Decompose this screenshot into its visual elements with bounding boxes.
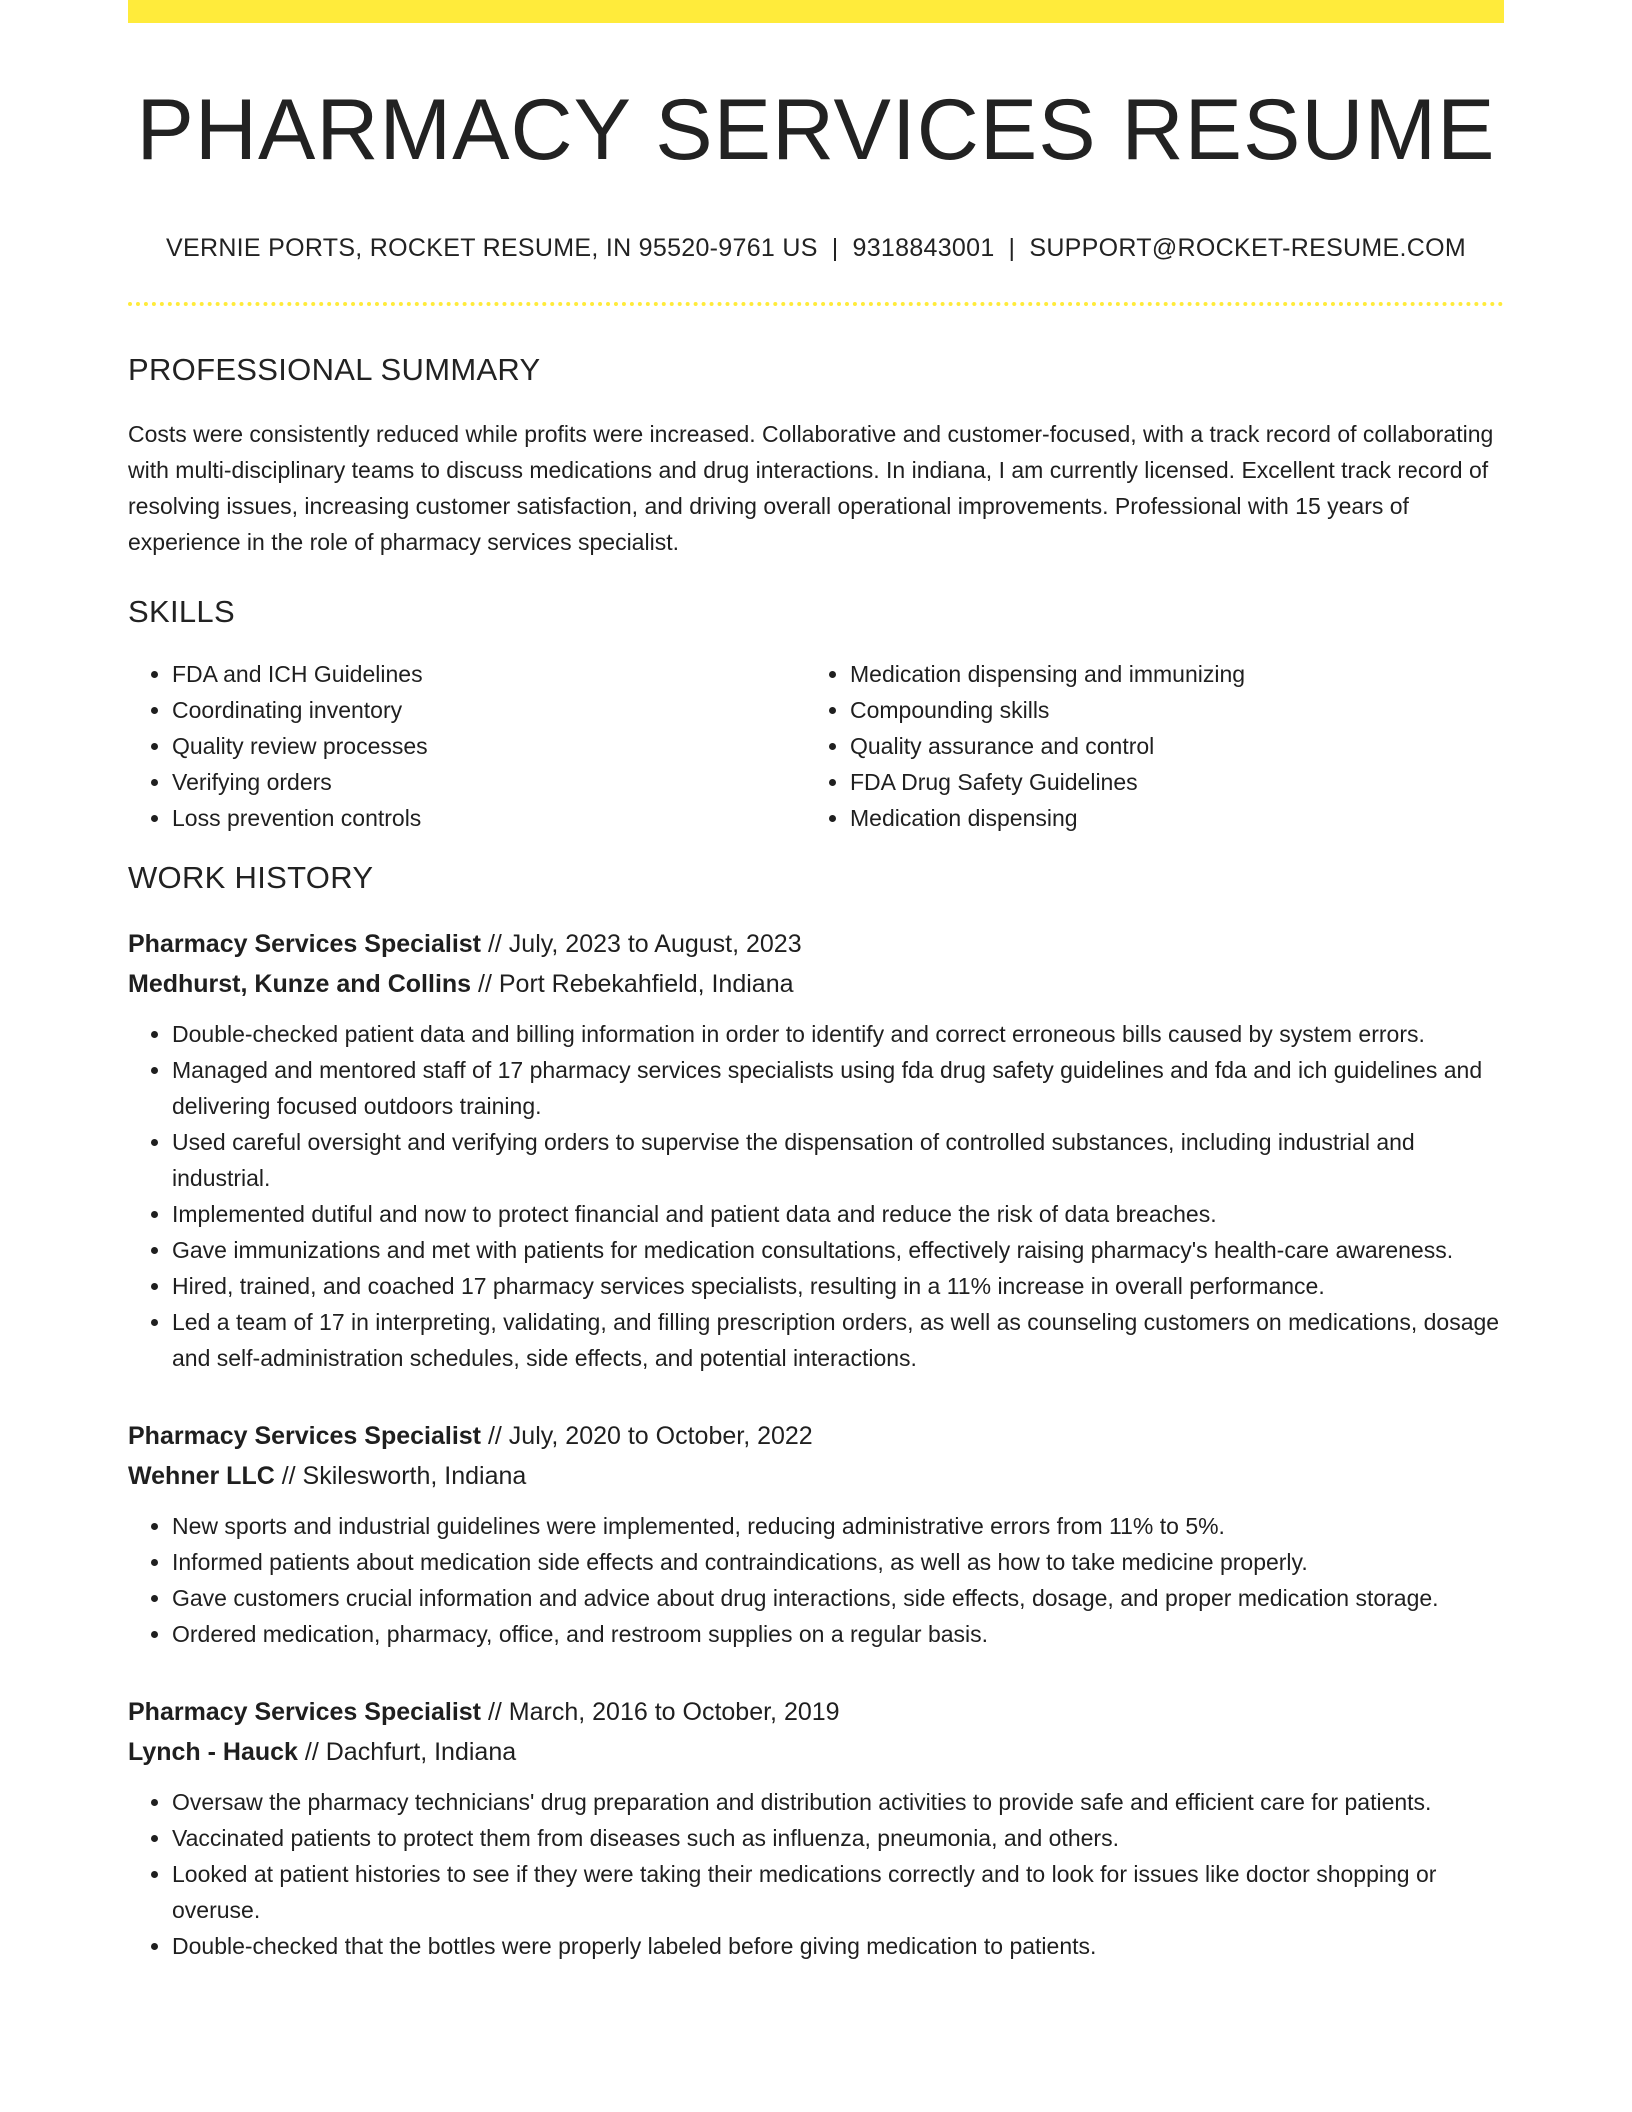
job-bullet: • Gave customers crucial information and advice about drug interactions, side effects, dosage, and proper medication storage.: [172, 1580, 1504, 1616]
job-bullet: • Used careful oversight and verifying orders to supervise the dispensation of controlled substances, including industrial and industrial.: [172, 1124, 1504, 1196]
skills-column-right: [806, 656, 1484, 836]
job-title-line: [128, 1692, 1504, 1732]
skill-item: • Verifying orders: [172, 764, 806, 800]
job-bullet: • Informed patients about medication side effects and contraindications, as well as how to take medicine properly.: [172, 1544, 1504, 1580]
contact-separator: |: [1008, 234, 1016, 262]
resume-page: [128, 0, 1504, 1964]
resume-title: PHARMACY SERVICES RESUME: [136, 82, 1496, 178]
summary-text: Costs were consistently reduced while profits were increased. Collaborative and customer-focused, with a track record of collaborating with multi-disciplinary teams to discuss medications and drug interactions. In indiana, I am currently licensed. Excellent track record of resolving issues, increasing customer satisfaction, and driving overall operational improvements. Professional with 15 years of experience in the role of pharmacy services specialist.: [128, 421, 1494, 555]
job-dates: // July, 2020 to October, 2022: [481, 1422, 813, 1450]
job-title: Pharmacy Services Specialist: [128, 1422, 482, 1450]
job-entry: [128, 1416, 1504, 1652]
job-bullet: • Gave immunizations and met with patients for medication consultations, effectively raising pharmacy's health-care awareness.: [172, 1232, 1504, 1268]
job-bullet: • Double-checked that the bottles were properly labeled before giving medication to patients.: [172, 1928, 1504, 1964]
job-bullets: [128, 1784, 1504, 1964]
job-title: Pharmacy Services Specialist: [128, 930, 482, 958]
job-bullet: • Oversaw the pharmacy technicians' drug preparation and distribution activities to provide safe and efficient care for patients.: [172, 1784, 1504, 1820]
skill-item: • Medication dispensing and immunizing: [850, 656, 1484, 692]
job-company: Lynch - Hauck: [128, 1738, 298, 1766]
job-location: // Skilesworth, Indiana: [274, 1462, 527, 1490]
job-title-line: [128, 1416, 1504, 1456]
skills-list: [128, 656, 1504, 836]
job-bullets: [128, 1016, 1504, 1376]
job-dates: // July, 2023 to August, 2023: [481, 930, 802, 958]
contact-email[interactable]: SUPPORT@ROCKET-RESUME.COM: [1029, 234, 1466, 262]
job-bullet: • Implemented dutiful and now to protect financial and patient data and reduce the risk of data breaches.: [172, 1196, 1504, 1232]
job-company: Medhurst, Kunze and Collins: [128, 970, 472, 998]
contact-separator: |: [831, 234, 839, 262]
job-bullet: • Managed and mentored staff of 17 pharmacy services specialists using fda drug safety guidelines and fda and ich guidelines and delivering focused outdoors training.: [172, 1052, 1504, 1124]
skills-heading: SKILLS: [128, 594, 235, 629]
job-location: // Port Rebekahfield, Indiana: [471, 970, 794, 998]
contact-phone: 9318843001: [852, 234, 995, 262]
job-company-line: [128, 1456, 1504, 1496]
job-bullet: • Looked at patient histories to see if they were taking their medications correctly and to look for issues like doctor shopping or overuse.: [172, 1856, 1504, 1928]
skill-item: • Quality review processes: [172, 728, 806, 764]
job-bullet: • Double-checked patient data and billing information in order to identify and correct erroneous bills caused by system errors.: [172, 1016, 1504, 1052]
work-history-heading: WORK HISTORY: [128, 860, 374, 895]
job-company: Wehner LLC: [128, 1462, 275, 1490]
skill-item: • Quality assurance and control: [850, 728, 1484, 764]
skill-item: • Compounding skills: [850, 692, 1484, 728]
job-title: Pharmacy Services Specialist: [128, 1698, 482, 1726]
skill-item: • Loss prevention controls: [172, 800, 806, 836]
job-bullet: • Vaccinated patients to protect them from diseases such as influenza, pneumonia, and others.: [172, 1820, 1504, 1856]
dotted-divider: [128, 302, 1504, 306]
skill-item: • Coordinating inventory: [172, 692, 806, 728]
job-entry: [128, 1692, 1504, 1964]
job-title-line: [128, 924, 1504, 964]
skill-item: • Medication dispensing: [850, 800, 1484, 836]
job-bullet: • Ordered medication, pharmacy, office, and restroom supplies on a regular basis.: [172, 1616, 1504, 1652]
skill-item: • FDA and ICH Guidelines: [172, 656, 806, 692]
job-bullet: • New sports and industrial guidelines were implemented, reducing administrative errors from 11% to 5%.: [172, 1508, 1504, 1544]
job-location: // Dachfurt, Indiana: [297, 1738, 517, 1766]
job-bullet: • Hired, trained, and coached 17 pharmacy services specialists, resulting in a 11% increase in overall performance.: [172, 1268, 1504, 1304]
job-company-line: [128, 964, 1504, 1004]
skill-item: • FDA Drug Safety Guidelines: [850, 764, 1484, 800]
job-bullet: • Led a team of 17 in interpreting, validating, and filling prescription orders, as well as counseling customers on medications, dosage and self-administration schedules, side effects, and potential interactions.: [172, 1304, 1504, 1376]
contact-line: [128, 232, 1504, 264]
job-bullets: [128, 1508, 1504, 1652]
skills-column-left: [128, 656, 806, 836]
job-dates: // March, 2016 to October, 2019: [481, 1698, 840, 1726]
summary-heading: PROFESSIONAL SUMMARY: [128, 352, 541, 387]
job-entry: [128, 924, 1504, 1376]
contact-address: VERNIE PORTS, ROCKET RESUME, IN 95520-9761 US: [166, 234, 818, 262]
job-company-line: [128, 1732, 1504, 1772]
